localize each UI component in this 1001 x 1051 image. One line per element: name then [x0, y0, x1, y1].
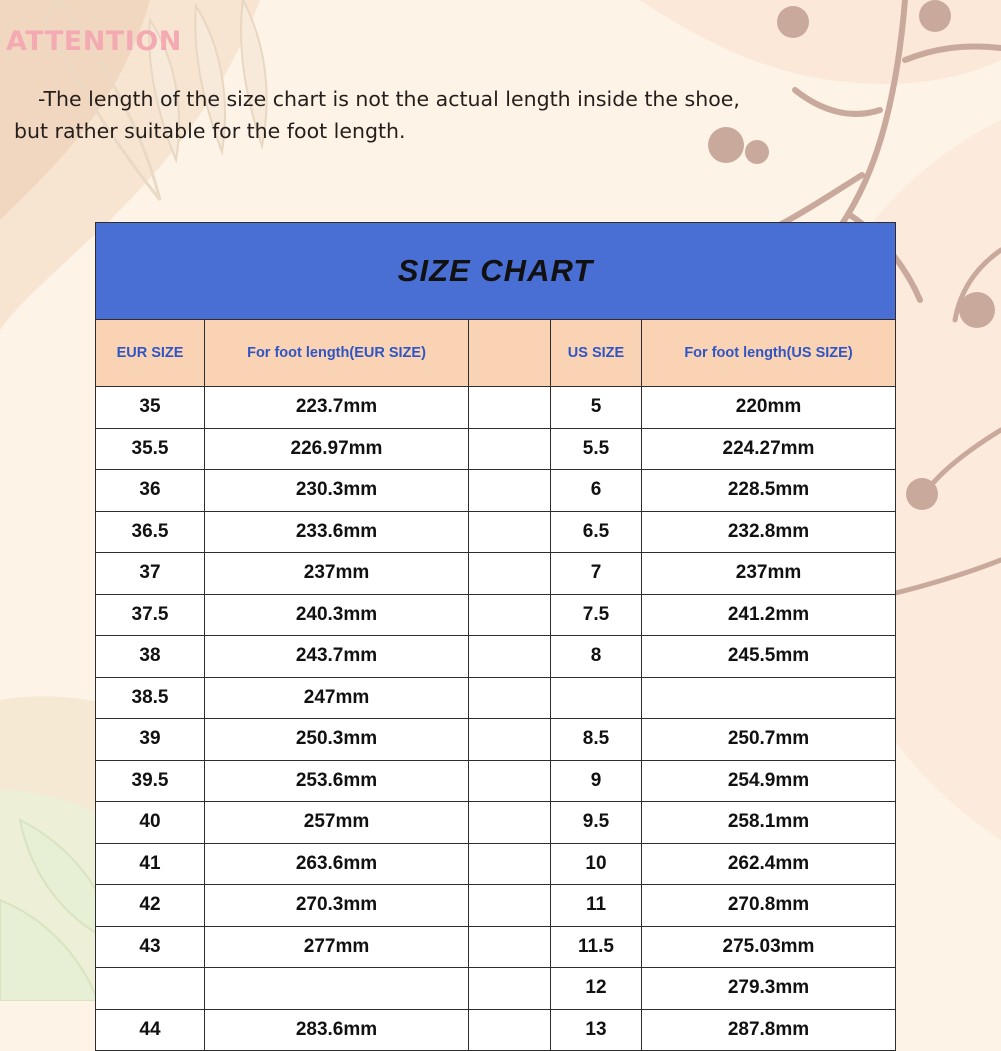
table-cell: 7 [551, 553, 642, 595]
table-row [96, 926, 896, 968]
table-cell-spacer [469, 387, 551, 429]
table-row [96, 553, 896, 595]
table-cell: 263.6mm [205, 843, 469, 885]
table-cell: 42 [96, 885, 205, 927]
table-row [96, 719, 896, 761]
table-cell: 40 [96, 802, 205, 844]
table-cell: 8 [551, 636, 642, 678]
table-cell-spacer [469, 677, 551, 719]
table-row [96, 968, 896, 1010]
table-cell: 13 [551, 1009, 642, 1051]
table-cell: 38.5 [96, 677, 205, 719]
table-cell-spacer [469, 594, 551, 636]
size-chart-container [95, 222, 895, 1051]
table-cell: 233.6mm [205, 511, 469, 553]
table-cell: 262.4mm [642, 843, 896, 885]
table-cell-spacer [469, 760, 551, 802]
table-cell-spacer [469, 636, 551, 678]
table-cell: 254.9mm [642, 760, 896, 802]
table-cell: 35 [96, 387, 205, 429]
table-cell: 37 [96, 553, 205, 595]
table-cell-spacer [469, 719, 551, 761]
table-cell: 247mm [205, 677, 469, 719]
table-cell: 287.8mm [642, 1009, 896, 1051]
table-row [96, 636, 896, 678]
attention-heading: ATTENTION [6, 26, 182, 57]
table-cell: 38 [96, 636, 205, 678]
table-cell-spacer [469, 470, 551, 512]
chart-title-row [96, 223, 896, 320]
table-cell-spacer [469, 802, 551, 844]
table-row [96, 1009, 896, 1051]
table-cell [642, 677, 896, 719]
table-cell: 223.7mm [205, 387, 469, 429]
table-cell: 237mm [205, 553, 469, 595]
table-row [96, 760, 896, 802]
table-cell: 220mm [642, 387, 896, 429]
table-row [96, 428, 896, 470]
table-cell-spacer [469, 968, 551, 1010]
table-row [96, 843, 896, 885]
table-cell: 11.5 [551, 926, 642, 968]
table-cell-spacer [469, 926, 551, 968]
table-cell: 228.5mm [642, 470, 896, 512]
table-cell-spacer [469, 1009, 551, 1051]
table-row [96, 511, 896, 553]
table-cell: 5.5 [551, 428, 642, 470]
table-cell [96, 968, 205, 1010]
table-cell: 250.7mm [642, 719, 896, 761]
table-cell: 253.6mm [205, 760, 469, 802]
table-row [96, 470, 896, 512]
table-cell: 270.3mm [205, 885, 469, 927]
table-cell: 8.5 [551, 719, 642, 761]
table-cell-spacer [469, 511, 551, 553]
table-cell: 44 [96, 1009, 205, 1051]
table-cell: 277mm [205, 926, 469, 968]
table-cell [551, 677, 642, 719]
table-cell: 6.5 [551, 511, 642, 553]
table-cell: 6 [551, 470, 642, 512]
table-cell: 9.5 [551, 802, 642, 844]
table-cell: 37.5 [96, 594, 205, 636]
table-cell: 245.5mm [642, 636, 896, 678]
table-cell: 224.27mm [642, 428, 896, 470]
table-cell: 240.3mm [205, 594, 469, 636]
table-cell-spacer [469, 843, 551, 885]
table-cell-spacer [469, 553, 551, 595]
column-header: US SIZE [551, 320, 642, 387]
table-cell: 36 [96, 470, 205, 512]
table-cell: 258.1mm [642, 802, 896, 844]
column-header: EUR SIZE [96, 320, 205, 387]
table-row [96, 677, 896, 719]
table-cell: 12 [551, 968, 642, 1010]
note-text [14, 84, 974, 148]
table-cell: 283.6mm [205, 1009, 469, 1051]
table-cell: 7.5 [551, 594, 642, 636]
chart-header-row [96, 320, 896, 387]
table-cell: 39.5 [96, 760, 205, 802]
table-cell: 275.03mm [642, 926, 896, 968]
table-cell: 230.3mm [205, 470, 469, 512]
chart-title: SIZE CHART [96, 223, 896, 320]
column-header: For foot length(US SIZE) [642, 320, 896, 387]
size-chart-table [95, 222, 896, 1051]
table-cell: 241.2mm [642, 594, 896, 636]
table-cell [205, 968, 469, 1010]
table-row [96, 387, 896, 429]
table-cell: 43 [96, 926, 205, 968]
table-cell: 257mm [205, 802, 469, 844]
table-cell: 10 [551, 843, 642, 885]
table-cell: 232.8mm [642, 511, 896, 553]
table-row [96, 594, 896, 636]
table-cell: 35.5 [96, 428, 205, 470]
table-cell-spacer [469, 885, 551, 927]
table-cell: 36.5 [96, 511, 205, 553]
column-header-spacer [469, 320, 551, 387]
table-cell: 41 [96, 843, 205, 885]
note-line-2: but rather suitable for the foot length. [14, 118, 406, 143]
table-cell: 39 [96, 719, 205, 761]
table-cell: 279.3mm [642, 968, 896, 1010]
table-cell: 250.3mm [205, 719, 469, 761]
table-cell: 5 [551, 387, 642, 429]
table-row [96, 885, 896, 927]
table-cell: 237mm [642, 553, 896, 595]
table-cell-spacer [469, 428, 551, 470]
table-cell: 9 [551, 760, 642, 802]
column-header: For foot length(EUR SIZE) [205, 320, 469, 387]
note-line-1: -The length of the size chart is not the actual length inside the shoe, [38, 87, 740, 111]
table-cell: 270.8mm [642, 885, 896, 927]
table-cell: 226.97mm [205, 428, 469, 470]
table-cell: 11 [551, 885, 642, 927]
table-row [96, 802, 896, 844]
table-cell: 243.7mm [205, 636, 469, 678]
